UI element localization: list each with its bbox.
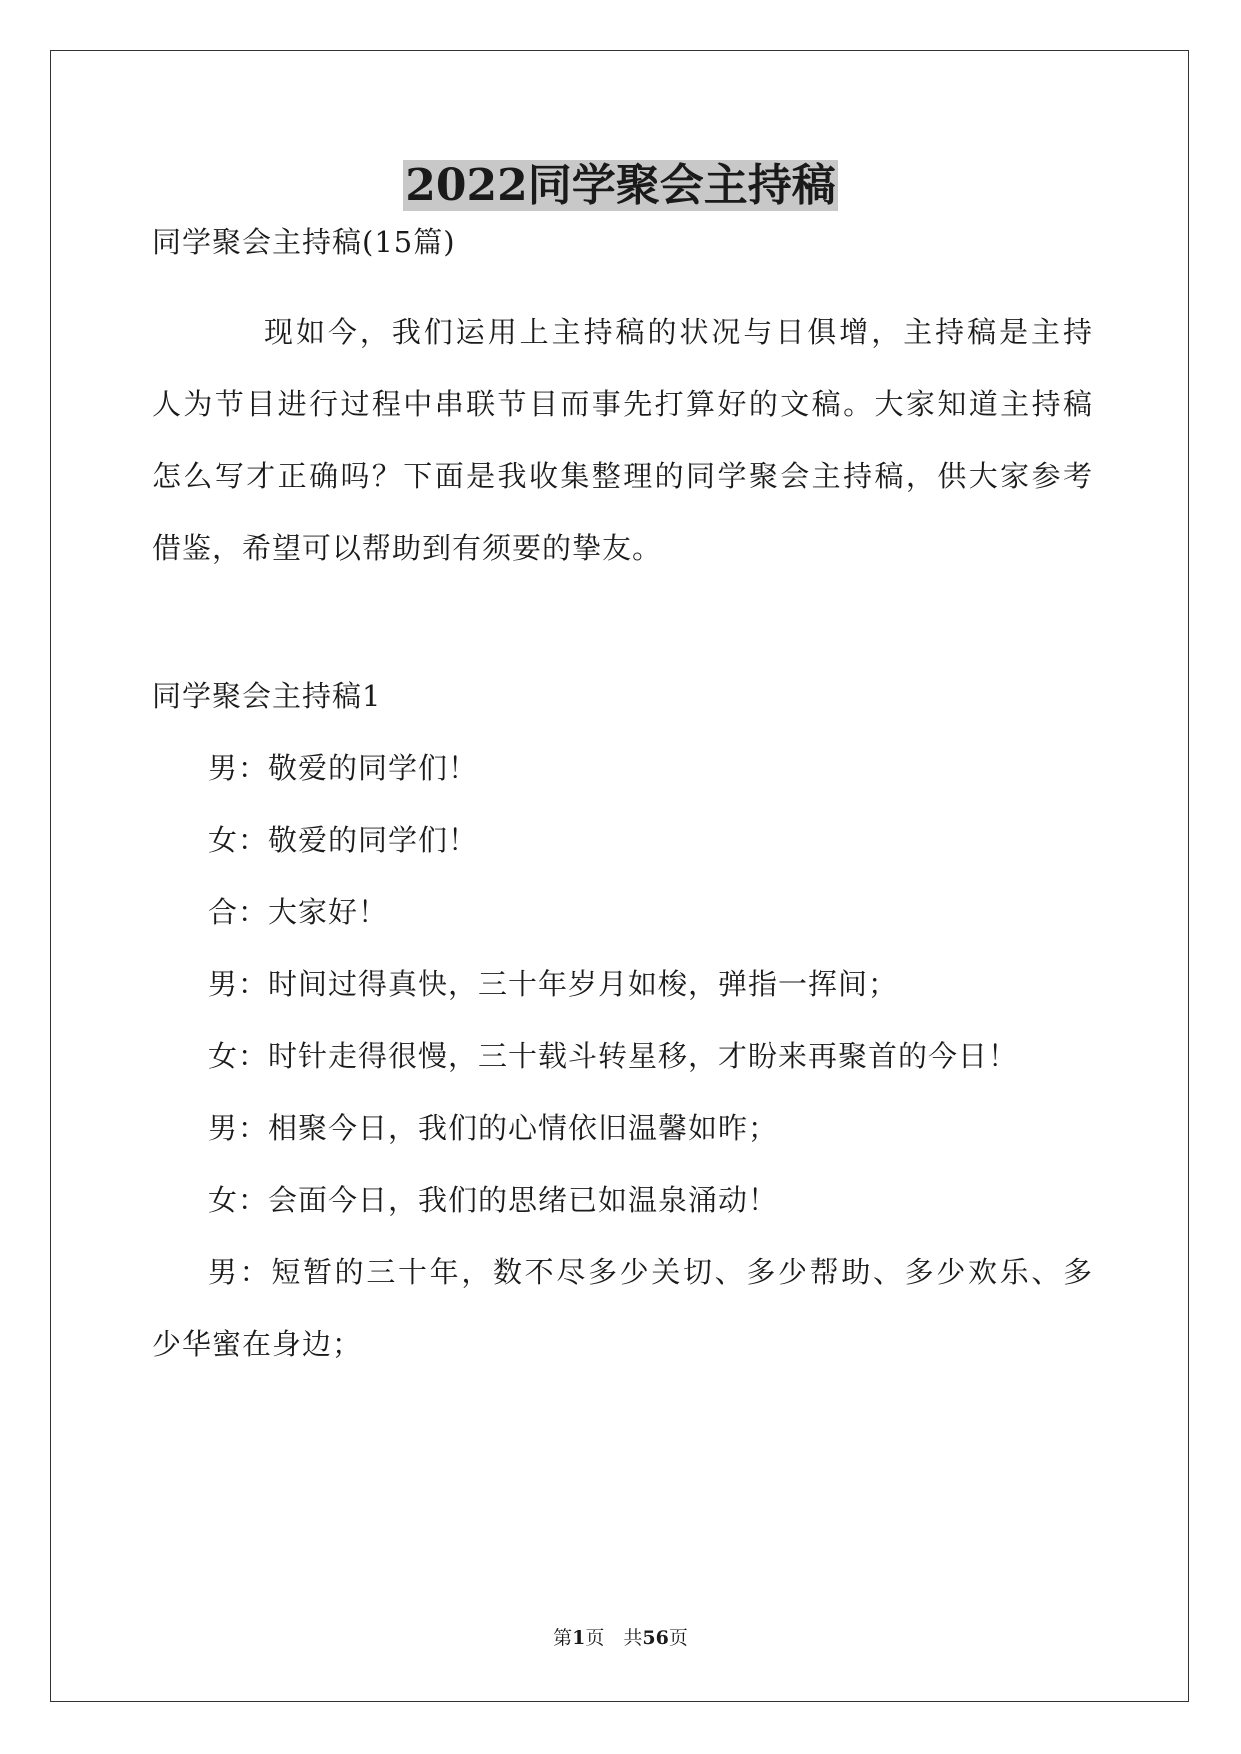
dialogue-line-6: 男：相聚今日，我们的心情依旧温馨如昨； <box>208 1111 779 1145</box>
dialogue-line-2: 女：敬爱的同学们！ <box>208 823 479 857</box>
current-page-number: 1 <box>572 1627 586 1649</box>
document-title <box>0 158 1241 214</box>
footer-suffix: 页 <box>668 1627 688 1649</box>
page-border <box>50 50 1189 1702</box>
dialogue-line-8: 男：短暂的三十年，数不尽多少关切、多少帮助、多少欢乐、多 <box>208 1255 1092 1289</box>
dialogue-line-5: 女：时针走得很慢，三十载斗转星移，才盼来再聚首的今日！ <box>208 1039 1019 1073</box>
intro-line-1: 现如今，我们运用上主持稿的状况与日俱增，主持稿是主持 <box>264 315 1092 349</box>
dialogue-line-9: 少华蜜在身边； <box>152 1327 363 1361</box>
dialogue-line-4: 男：时间过得真快，三十年岁月如梭，弹指一挥间； <box>208 967 899 1001</box>
dialogue-line-3: 合：大家好！ <box>208 895 389 929</box>
title-text: 2022同学聚会主持稿 <box>405 160 836 211</box>
intro-line-2: 人为节目进行过程中串联节目而事先打算好的文稿。大家知道主持稿 <box>152 387 1092 421</box>
dialogue-line-1: 男：敬爱的同学们！ <box>208 751 479 785</box>
subtitle: 同学聚会主持稿(15篇) <box>152 225 456 259</box>
page-footer <box>0 1626 1241 1650</box>
dialogue-line-7: 女：会面今日，我们的思绪已如温泉涌动！ <box>208 1183 779 1217</box>
intro-line-3: 怎么写才正确吗？下面是我收集整理的同学聚会主持稿，供大家参考 <box>152 459 1092 493</box>
total-page-count: 56 <box>642 1627 669 1649</box>
section-heading: 同学聚会主持稿1 <box>152 679 382 713</box>
intro-line-4: 借鉴，希望可以帮助到有须要的挚友。 <box>152 531 663 565</box>
footer-middle: 页 共 <box>585 1627 643 1649</box>
footer-prefix: 第 <box>553 1627 573 1649</box>
